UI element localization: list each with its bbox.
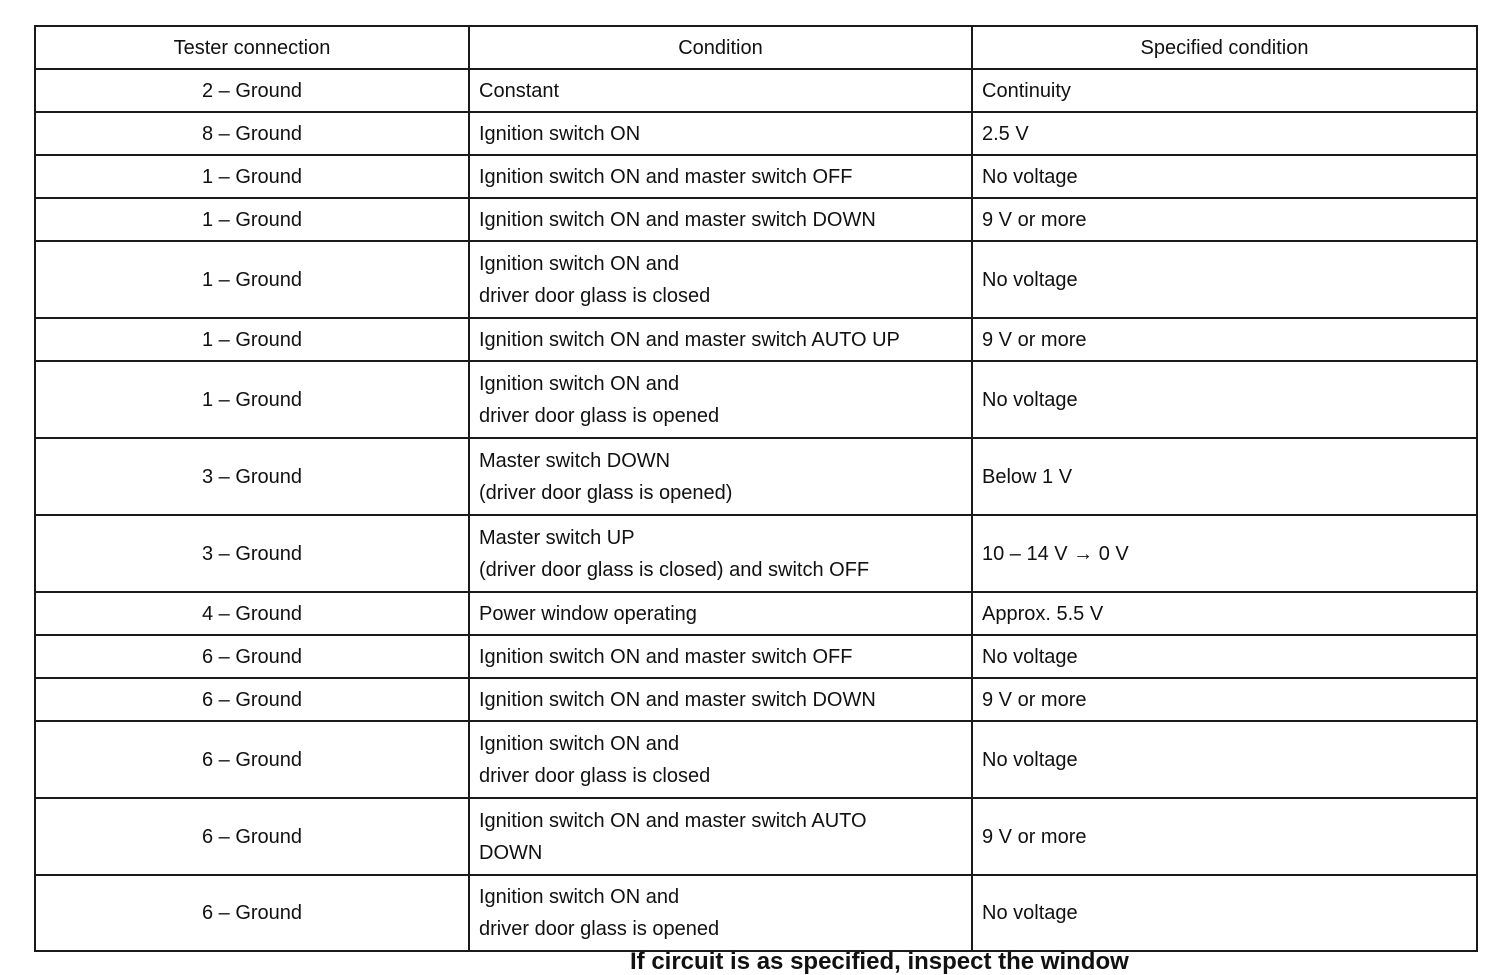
table-row bbox=[35, 438, 1477, 515]
condition-cell bbox=[469, 318, 972, 361]
condition-cell bbox=[469, 438, 972, 515]
tester-connection-cell: 1 – Ground bbox=[35, 361, 469, 438]
specified-condition-cell: 9 V or more bbox=[972, 678, 1477, 721]
condition-line: Ignition switch ON and master switch OFF bbox=[479, 165, 853, 188]
tester-connection-cell: 6 – Ground bbox=[35, 635, 469, 678]
specified-condition-cell: No voltage bbox=[972, 155, 1477, 198]
table-row bbox=[35, 875, 1477, 951]
condition-cell bbox=[469, 198, 972, 241]
specified-condition-cell: Continuity bbox=[972, 69, 1477, 112]
tester-connection-table bbox=[34, 25, 1478, 952]
tester-connection-cell: 6 – Ground bbox=[35, 678, 469, 721]
tester-connection-cell: 4 – Ground bbox=[35, 592, 469, 635]
condition-line: (driver door glass is closed) and switch OFF bbox=[479, 558, 870, 581]
table-row bbox=[35, 798, 1477, 875]
condition-line: DOWN bbox=[479, 841, 543, 864]
tester-connection-cell: 6 – Ground bbox=[35, 721, 469, 798]
specified-condition-cell: No voltage bbox=[972, 875, 1477, 951]
condition-line: Power window operating bbox=[479, 602, 697, 625]
specified-condition-cell: Below 1 V bbox=[972, 438, 1477, 515]
condition-line: Ignition switch ON and master switch OFF bbox=[479, 645, 853, 668]
condition-cell bbox=[469, 241, 972, 318]
table-row bbox=[35, 112, 1477, 155]
tester-connection-cell: 8 – Ground bbox=[35, 112, 469, 155]
condition-line: Ignition switch ON and master switch DOWN bbox=[479, 688, 876, 711]
condition-line: Ignition switch ON bbox=[479, 122, 641, 145]
specified-condition-cell: No voltage bbox=[972, 361, 1477, 438]
table-row bbox=[35, 721, 1477, 798]
specified-condition-cell: 10 – 14 V → 0 V bbox=[972, 515, 1477, 592]
condition-cell bbox=[469, 515, 972, 592]
header-tester-connection: Tester connection bbox=[35, 26, 469, 69]
table-row bbox=[35, 592, 1477, 635]
table-row bbox=[35, 318, 1477, 361]
tester-connection-cell: 1 – Ground bbox=[35, 318, 469, 361]
condition-line: Master switch DOWN bbox=[479, 449, 671, 472]
condition-cell bbox=[469, 155, 972, 198]
tester-connection-cell: 1 – Ground bbox=[35, 155, 469, 198]
condition-line: driver door glass is opened bbox=[479, 918, 720, 940]
condition-cell bbox=[469, 112, 972, 155]
specified-condition-cell: No voltage bbox=[972, 721, 1477, 798]
condition-line: Ignition switch ON and master switch AUTO bbox=[479, 809, 867, 832]
header-specified-condition: Specified condition bbox=[972, 26, 1477, 69]
condition-line: driver door glass is closed bbox=[479, 764, 711, 787]
condition-cell bbox=[469, 69, 972, 112]
table-row bbox=[35, 241, 1477, 318]
tester-connection-cell: 1 – Ground bbox=[35, 241, 469, 318]
condition-cell bbox=[469, 798, 972, 875]
table-row bbox=[35, 361, 1477, 438]
condition-cell bbox=[469, 721, 972, 798]
table-row bbox=[35, 69, 1477, 112]
condition-cell bbox=[469, 678, 972, 721]
table-row bbox=[35, 198, 1477, 241]
specified-condition-cell: 9 V or more bbox=[972, 798, 1477, 875]
condition-line: Ignition switch ON and bbox=[479, 732, 680, 755]
condition-cell bbox=[469, 592, 972, 635]
condition-line: Ignition switch ON and bbox=[479, 372, 680, 395]
specified-condition-cell: 2.5 V bbox=[972, 112, 1477, 155]
condition-cell bbox=[469, 361, 972, 438]
condition-cell bbox=[469, 875, 972, 951]
tester-connection-cell: 3 – Ground bbox=[35, 438, 469, 515]
footer-cut-off-text bbox=[630, 948, 1270, 975]
table-row bbox=[35, 155, 1477, 198]
table-row bbox=[35, 635, 1477, 678]
specified-condition-cell: 9 V or more bbox=[972, 318, 1477, 361]
condition-line: Ignition switch ON and bbox=[479, 252, 680, 275]
tester-connection-cell: 2 – Ground bbox=[35, 69, 469, 112]
tester-connection-cell: 6 – Ground bbox=[35, 798, 469, 875]
header-condition: Condition bbox=[469, 26, 972, 69]
table-row bbox=[35, 515, 1477, 592]
specified-condition-cell: No voltage bbox=[972, 635, 1477, 678]
tester-connection-cell: 3 – Ground bbox=[35, 515, 469, 592]
condition-line: Ignition switch ON and bbox=[479, 886, 680, 908]
specified-condition-cell: Approx. 5.5 V bbox=[972, 592, 1477, 635]
condition-cell bbox=[469, 635, 972, 678]
condition-line: driver door glass is closed bbox=[479, 284, 711, 307]
tester-connection-cell: 1 – Ground bbox=[35, 198, 469, 241]
specified-condition-cell: 9 V or more bbox=[972, 198, 1477, 241]
condition-line: Constant bbox=[479, 79, 560, 102]
condition-line: driver door glass is opened bbox=[479, 404, 720, 427]
table-header-row bbox=[35, 26, 1477, 69]
condition-line: Master switch UP bbox=[479, 526, 635, 549]
condition-line: Ignition switch ON and master switch AUTO UP bbox=[479, 328, 900, 351]
tester-connection-cell: 6 – Ground bbox=[35, 875, 469, 951]
table-row bbox=[35, 678, 1477, 721]
condition-line: (driver door glass is opened) bbox=[479, 481, 733, 504]
footer-text: If circuit is as specified, inspect the window bbox=[630, 948, 1129, 975]
specified-condition-cell: No voltage bbox=[972, 241, 1477, 318]
condition-line: Ignition switch ON and master switch DOWN bbox=[479, 208, 876, 231]
